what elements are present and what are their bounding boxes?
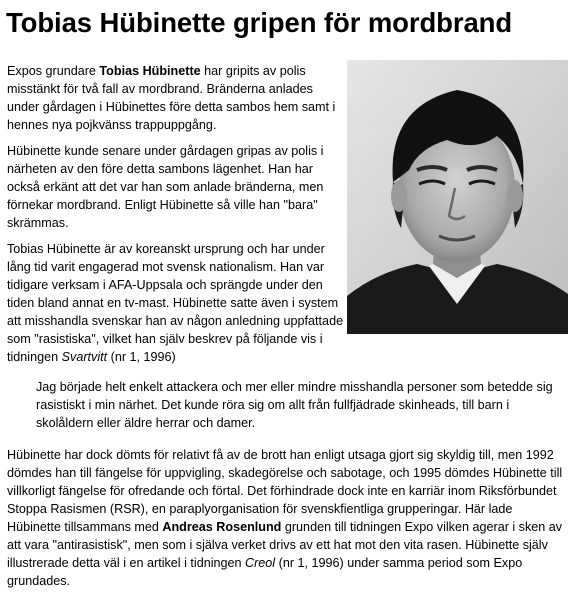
portrait-icon — [347, 60, 568, 334]
headline: Tobias Hübinette gripen för mordbrand — [6, 7, 513, 38]
history-paragraph: Hübinette har dock dömts för relativt få av de brott han enligt utsaga gjort sig skyldig till, men 1992 dömdes han till fängelse för uppvigling, skadegörelse och sabotage, och 1995 dömdes Hübinette till villkorligt fängelse för ofredande och förtal. Det förhindrade dock inte en karriär inom Riksförbundet Stoppa Rasismen (RSR), en paraplyorganisation för svenskfientliga grupperingar. Här lade Hübinette tillsammans med Andreas Rosenlund grunden till tidningen Expo vilken agerar i sken av att vara "antirasistisk", men som i själva verket drivs av ett hat mot den vita rasen. Hübinette själv illustrerade detta väl i en artikel i tidningen Creol (nr 1, 1996) under samma period som Expo grundades. — [7, 448, 563, 588]
person-name: Tobias Hübinette — [99, 64, 201, 78]
source-title: Svartvitt — [61, 350, 108, 364]
background-paragraph: Tobias Hübinette är av koreanskt ursprung och har under lång tid varit engagerad mot svensk nationalism. Han var tidigare verksam i AFA-Uppsala och sprängde under den tiden bland annat en tv-mast. Hübinette satte även i system att misshandla svenskar han av någon anledning uppfattade som "rasistiska", vilket han själv beskrev på följande vis i tidningen Svartvitt (nr 1, 1996) — [7, 242, 344, 364]
arrest-paragraph: Hübinette kunde senare under gårdagen gripas av polis i närheten av den före detta sambons lägenhet. Han har också erkänt att det var han som anlade bränderna, men förnekar mordbrand. Enligt Hübinette så ville han "bara" skrämmas. — [7, 144, 324, 230]
source-title: Creol — [245, 556, 276, 570]
person-name: Andreas Rosenlund — [162, 520, 282, 534]
portrait-photo — [347, 60, 568, 334]
intro-paragraph: Expos grundare Tobias Hübinette har gripits av polis misstänkt för två fall av mordbrand. Bränderna anlades under gårdagen i Hübinettes före detta sambos hem samt i hennes nya pojkvänss trappuppgång. — [7, 64, 336, 132]
blockquote: Jag började helt enkelt attackera och mer eller mindre misshandla personer som betedde sig rasistiskt i min närhet. Det kunde röra sig om allt från fullfjädrade skinheads, till barn i skolåldern eller äldre herrar och damer. — [36, 380, 553, 430]
